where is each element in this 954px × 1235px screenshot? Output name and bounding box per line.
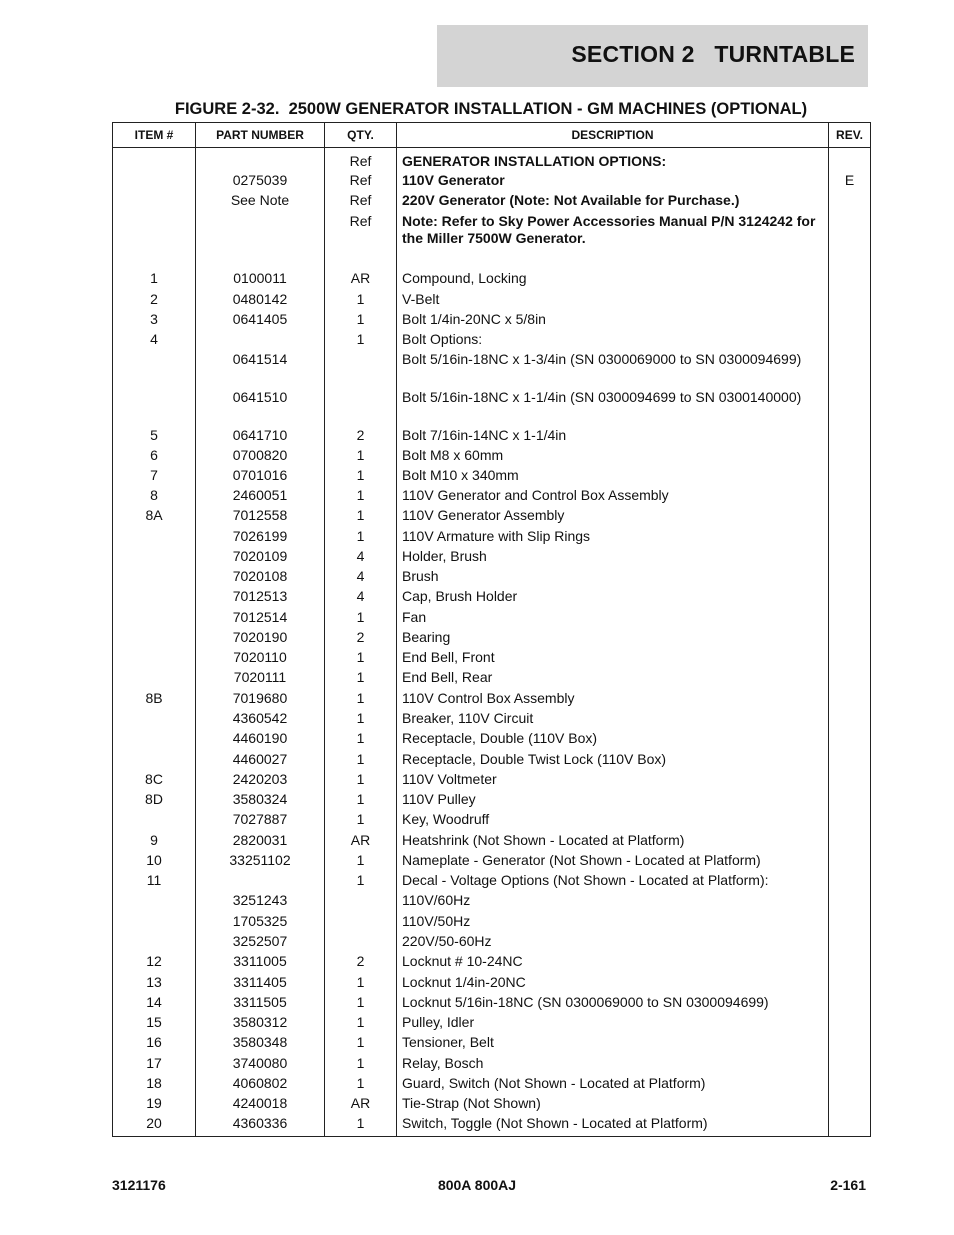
- rev-cell: [829, 972, 871, 992]
- rev-cell: [829, 749, 871, 769]
- description-cell: 110V Generator and Control Box Assembly: [397, 485, 829, 505]
- description-cell: Bolt 5/16in-18NC x 1-3/4in (SN 0300069000 to SN 0300094699): [397, 349, 829, 387]
- rev-cell: [829, 465, 871, 485]
- qty-cell: AR: [325, 1093, 397, 1113]
- part-number-cell: 4240018: [196, 1093, 325, 1113]
- item-number-cell: 8: [113, 485, 196, 505]
- description-cell: 110V Armature with Slip Rings: [397, 526, 829, 546]
- description-cell: 110V Pulley: [397, 789, 829, 809]
- qty-cell: 1: [325, 850, 397, 870]
- rev-cell: [829, 566, 871, 586]
- rev-cell: [829, 992, 871, 1012]
- description-cell: Switch, Toggle (Not Shown - Located at Platform): [397, 1113, 829, 1136]
- table-row: [113, 268, 871, 289]
- item-number-cell: 11: [113, 870, 196, 890]
- rev-cell: [829, 505, 871, 526]
- description-cell: Relay, Bosch: [397, 1053, 829, 1073]
- column-header-rev: REV.: [829, 123, 871, 148]
- qty-cell: 2: [325, 951, 397, 972]
- table-row: [113, 627, 871, 647]
- table-row: [113, 890, 871, 911]
- item-number-cell: 7: [113, 465, 196, 485]
- qty-cell: 1: [325, 526, 397, 546]
- table-row: [113, 445, 871, 465]
- part-number-cell: 7020190: [196, 627, 325, 647]
- rev-cell: [829, 627, 871, 647]
- rev-cell: [829, 268, 871, 289]
- qty-cell: 1: [325, 1073, 397, 1093]
- description-cell: Bolt 1/4in-20NC x 5/8in: [397, 309, 829, 329]
- item-number-cell: 17: [113, 1053, 196, 1073]
- description-cell: Fan: [397, 607, 829, 627]
- item-number-cell: 8D: [113, 789, 196, 809]
- part-number-cell: 7027887: [196, 809, 325, 830]
- table-row: [113, 972, 871, 992]
- description-cell: 110V/50Hz: [397, 911, 829, 931]
- table-header-row: [113, 123, 871, 148]
- table-row: [113, 688, 871, 708]
- qty-cell: 1: [325, 1053, 397, 1073]
- rev-cell: [829, 1093, 871, 1113]
- column-header-part-number: PART NUMBER: [196, 123, 325, 148]
- table-row: [113, 769, 871, 789]
- rev-cell: [829, 211, 871, 268]
- item-number-cell: 1: [113, 268, 196, 289]
- description-cell: Bearing: [397, 627, 829, 647]
- part-number-cell: 4460190: [196, 728, 325, 749]
- qty-cell: 1: [325, 1012, 397, 1032]
- part-number-cell: 7012513: [196, 586, 325, 607]
- rev-cell: [829, 870, 871, 890]
- rev-cell: [829, 708, 871, 728]
- table-row: [113, 526, 871, 546]
- part-number-cell: 7012558: [196, 505, 325, 526]
- parts-table: [112, 122, 871, 1137]
- table-row: [113, 485, 871, 505]
- item-number-cell: 6: [113, 445, 196, 465]
- item-number-cell: 20: [113, 1113, 196, 1136]
- rev-cell: [829, 809, 871, 830]
- qty-cell: 1: [325, 708, 397, 728]
- description-cell: Pulley, Idler: [397, 1012, 829, 1032]
- footer-page-number: 2-161: [830, 1177, 866, 1193]
- rev-cell: [829, 485, 871, 505]
- table-row: [113, 607, 871, 627]
- item-number-cell: [113, 546, 196, 566]
- description-cell: Bolt 5/16in-18NC x 1-1/4in (SN 0300094699 to SN 0300140000): [397, 387, 829, 425]
- item-number-cell: 15: [113, 1012, 196, 1032]
- item-number-cell: 3: [113, 309, 196, 329]
- description-cell: Heatshrink (Not Shown - Located at Platform): [397, 830, 829, 850]
- qty-cell: 1: [325, 465, 397, 485]
- qty-cell: AR: [325, 830, 397, 850]
- table-row: [113, 289, 871, 309]
- qty-cell: AR: [325, 268, 397, 289]
- item-number-cell: 14: [113, 992, 196, 1012]
- qty-cell: 1: [325, 749, 397, 769]
- rev-cell: [829, 890, 871, 911]
- item-number-cell: [113, 890, 196, 911]
- qty-cell: Ref: [325, 190, 397, 211]
- table-row: [113, 830, 871, 850]
- rev-cell: E: [829, 170, 871, 190]
- description-cell: 220V Generator (Note: Not Available for Purchase.): [397, 190, 829, 211]
- qty-cell: 4: [325, 586, 397, 607]
- section-banner: [437, 25, 868, 87]
- item-number-cell: 18: [113, 1073, 196, 1093]
- part-number-cell: 7020110: [196, 647, 325, 667]
- item-number-cell: [113, 170, 196, 190]
- part-number-cell: See Note: [196, 190, 325, 211]
- item-number-cell: [113, 148, 196, 171]
- footer-doc-number: 3121176: [112, 1177, 166, 1193]
- part-number-cell: 4360542: [196, 708, 325, 728]
- rev-cell: [829, 931, 871, 951]
- rev-cell: [829, 1012, 871, 1032]
- table-row: [113, 211, 871, 268]
- description-cell: 110V Generator Assembly: [397, 505, 829, 526]
- description-cell: Bolt Options:: [397, 329, 829, 349]
- rev-cell: [829, 190, 871, 211]
- table-row: [113, 505, 871, 526]
- rev-cell: [829, 1073, 871, 1093]
- qty-cell: 1: [325, 809, 397, 830]
- item-number-cell: [113, 607, 196, 627]
- item-number-cell: 13: [113, 972, 196, 992]
- part-number-cell: 3251243: [196, 890, 325, 911]
- description-cell: Bolt M10 x 340mm: [397, 465, 829, 485]
- qty-cell: 1: [325, 485, 397, 505]
- item-number-cell: [113, 708, 196, 728]
- description-cell: 110V Voltmeter: [397, 769, 829, 789]
- part-number-cell: 0701016: [196, 465, 325, 485]
- qty-cell: 1: [325, 289, 397, 309]
- qty-cell: 2: [325, 425, 397, 445]
- qty-cell: 1: [325, 1113, 397, 1136]
- item-number-cell: 8B: [113, 688, 196, 708]
- part-number-cell: [196, 870, 325, 890]
- footer-model: 800A 800AJ: [437, 1177, 517, 1193]
- qty-cell: [325, 349, 397, 387]
- column-header-item: ITEM #: [113, 123, 196, 148]
- part-number-cell: 4360336: [196, 1113, 325, 1136]
- qty-cell: 4: [325, 566, 397, 586]
- qty-cell: 1: [325, 647, 397, 667]
- description-cell: 110V/60Hz: [397, 890, 829, 911]
- part-number-cell: 0700820: [196, 445, 325, 465]
- item-number-cell: [113, 627, 196, 647]
- part-number-cell: 3311505: [196, 992, 325, 1012]
- item-number-cell: 8C: [113, 769, 196, 789]
- part-number-cell: 7019680: [196, 688, 325, 708]
- part-number-cell: 3252507: [196, 931, 325, 951]
- description-cell: Compound, Locking: [397, 268, 829, 289]
- table-row: [113, 465, 871, 485]
- part-number-cell: 7020108: [196, 566, 325, 586]
- part-number-cell: 7020109: [196, 546, 325, 566]
- qty-cell: [325, 387, 397, 425]
- part-number-cell: 0641710: [196, 425, 325, 445]
- table-row: [113, 1073, 871, 1093]
- rev-cell: [829, 349, 871, 387]
- rev-cell: [829, 688, 871, 708]
- table-row: [113, 148, 871, 171]
- item-number-cell: 16: [113, 1032, 196, 1053]
- table-row: [113, 667, 871, 688]
- item-number-cell: [113, 211, 196, 268]
- item-number-cell: 2: [113, 289, 196, 309]
- item-number-cell: 12: [113, 951, 196, 972]
- item-number-cell: [113, 586, 196, 607]
- qty-cell: [325, 931, 397, 951]
- rev-cell: [829, 789, 871, 809]
- table-row: [113, 708, 871, 728]
- table-row: [113, 1093, 871, 1113]
- part-number-cell: [196, 148, 325, 171]
- rev-cell: [829, 546, 871, 566]
- description-cell: Key, Woodruff: [397, 809, 829, 830]
- part-number-cell: 0275039: [196, 170, 325, 190]
- qty-cell: [325, 911, 397, 931]
- qty-cell: 1: [325, 505, 397, 526]
- column-header-description: DESCRIPTION: [397, 123, 829, 148]
- table-row: [113, 566, 871, 586]
- item-number-cell: 5: [113, 425, 196, 445]
- part-number-cell: 2820031: [196, 830, 325, 850]
- table-row: [113, 1032, 871, 1053]
- table-row: [113, 1113, 871, 1136]
- qty-cell: 1: [325, 769, 397, 789]
- rev-cell: [829, 586, 871, 607]
- table-row: [113, 789, 871, 809]
- description-cell: Brush: [397, 566, 829, 586]
- rev-cell: [829, 387, 871, 425]
- description-cell: Bolt M8 x 60mm: [397, 445, 829, 465]
- qty-cell: 1: [325, 329, 397, 349]
- rev-cell: [829, 850, 871, 870]
- item-number-cell: [113, 190, 196, 211]
- rev-cell: [829, 1113, 871, 1136]
- rev-cell: [829, 647, 871, 667]
- rev-cell: [829, 607, 871, 627]
- qty-cell: 1: [325, 688, 397, 708]
- item-number-cell: [113, 526, 196, 546]
- part-number-cell: 33251102: [196, 850, 325, 870]
- table-row: [113, 309, 871, 329]
- parts-table-body: [113, 148, 871, 1137]
- table-row: [113, 870, 871, 890]
- description-cell: Nameplate - Generator (Not Shown - Located at Platform): [397, 850, 829, 870]
- part-number-cell: 7026199: [196, 526, 325, 546]
- part-number-cell: 0641405: [196, 309, 325, 329]
- table-row: [113, 329, 871, 349]
- part-number-cell: [196, 329, 325, 349]
- part-number-cell: 2460051: [196, 485, 325, 505]
- qty-cell: 1: [325, 728, 397, 749]
- part-number-cell: 3580348: [196, 1032, 325, 1053]
- rev-cell: [829, 526, 871, 546]
- part-number-cell: 7012514: [196, 607, 325, 627]
- description-cell: 110V Generator: [397, 170, 829, 190]
- qty-cell: Ref: [325, 148, 397, 171]
- part-number-cell: 3580324: [196, 789, 325, 809]
- item-number-cell: [113, 566, 196, 586]
- description-cell: Tie-Strap (Not Shown): [397, 1093, 829, 1113]
- item-number-cell: 19: [113, 1093, 196, 1113]
- item-number-cell: [113, 728, 196, 749]
- rev-cell: [829, 289, 871, 309]
- item-number-cell: [113, 931, 196, 951]
- qty-cell: 1: [325, 309, 397, 329]
- item-number-cell: 9: [113, 830, 196, 850]
- rev-cell: [829, 309, 871, 329]
- item-number-cell: [113, 749, 196, 769]
- description-cell: 110V Control Box Assembly: [397, 688, 829, 708]
- item-number-cell: [113, 667, 196, 688]
- rev-cell: [829, 1053, 871, 1073]
- table-row: [113, 647, 871, 667]
- item-number-cell: 10: [113, 850, 196, 870]
- part-number-cell: 7020111: [196, 667, 325, 688]
- rev-cell: [829, 911, 871, 931]
- description-cell: Holder, Brush: [397, 546, 829, 566]
- table-row: [113, 170, 871, 190]
- rev-cell: [829, 1032, 871, 1053]
- table-row: [113, 749, 871, 769]
- part-number-cell: 0480142: [196, 289, 325, 309]
- part-number-cell: 3311405: [196, 972, 325, 992]
- qty-cell: 1: [325, 789, 397, 809]
- item-number-cell: [113, 647, 196, 667]
- qty-cell: 2: [325, 627, 397, 647]
- description-cell: Locknut 5/16in-18NC (SN 0300069000 to SN 0300094699): [397, 992, 829, 1012]
- qty-cell: 1: [325, 972, 397, 992]
- rev-cell: [829, 148, 871, 171]
- rev-cell: [829, 667, 871, 688]
- table-row: [113, 425, 871, 445]
- qty-cell: [325, 890, 397, 911]
- part-number-cell: 0641510: [196, 387, 325, 425]
- description-cell: Guard, Switch (Not Shown - Located at Platform): [397, 1073, 829, 1093]
- part-number-cell: 2420203: [196, 769, 325, 789]
- qty-cell: Ref: [325, 211, 397, 268]
- table-row: [113, 586, 871, 607]
- item-number-cell: 8A: [113, 505, 196, 526]
- part-number-cell: 0100011: [196, 268, 325, 289]
- item-number-cell: [113, 349, 196, 387]
- rev-cell: [829, 445, 871, 465]
- qty-cell: 1: [325, 445, 397, 465]
- item-number-cell: [113, 387, 196, 425]
- part-number-cell: [196, 211, 325, 268]
- part-number-cell: 3580312: [196, 1012, 325, 1032]
- description-cell: Tensioner, Belt: [397, 1032, 829, 1053]
- rev-cell: [829, 329, 871, 349]
- description-cell: V-Belt: [397, 289, 829, 309]
- table-row: [113, 1053, 871, 1073]
- description-cell: Locknut 1/4in-20NC: [397, 972, 829, 992]
- table-row: [113, 1012, 871, 1032]
- description-cell: Bolt 7/16in-14NC x 1-1/4in: [397, 425, 829, 445]
- table-row: [113, 546, 871, 566]
- part-number-cell: 3311005: [196, 951, 325, 972]
- part-number-cell: 3740080: [196, 1053, 325, 1073]
- rev-cell: [829, 769, 871, 789]
- part-number-cell: 0641514: [196, 349, 325, 387]
- table-row: [113, 387, 871, 425]
- description-cell: End Bell, Front: [397, 647, 829, 667]
- qty-cell: 4: [325, 546, 397, 566]
- description-cell: 220V/50-60Hz: [397, 931, 829, 951]
- qty-cell: 1: [325, 1032, 397, 1053]
- table-row: [113, 911, 871, 931]
- description-cell: Note: Refer to Sky Power Accessories Manual P/N 3124242 for the Miller 7500W Generator.: [397, 211, 829, 268]
- section-title: SECTION 2 TURNTABLE: [571, 41, 855, 67]
- description-cell: End Bell, Rear: [397, 667, 829, 688]
- qty-cell: Ref: [325, 170, 397, 190]
- table-row: [113, 850, 871, 870]
- figure-title: FIGURE 2-32. 2500W GENERATOR INSTALLATION - GM MACHINES (OPTIONAL): [174, 100, 808, 118]
- item-number-cell: [113, 809, 196, 830]
- description-cell: Receptacle, Double Twist Lock (110V Box): [397, 749, 829, 769]
- qty-cell: 1: [325, 607, 397, 627]
- table-row: [113, 349, 871, 387]
- rev-cell: [829, 830, 871, 850]
- column-header-qty: QTY.: [325, 123, 397, 148]
- rev-cell: [829, 425, 871, 445]
- part-number-cell: 4060802: [196, 1073, 325, 1093]
- description-cell: Decal - Voltage Options (Not Shown - Located at Platform):: [397, 870, 829, 890]
- table-row: [113, 992, 871, 1012]
- part-number-cell: 4460027: [196, 749, 325, 769]
- table-row: [113, 190, 871, 211]
- description-cell: Cap, Brush Holder: [397, 586, 829, 607]
- part-number-cell: 1705325: [196, 911, 325, 931]
- description-cell: Breaker, 110V Circuit: [397, 708, 829, 728]
- rev-cell: [829, 951, 871, 972]
- description-cell: Receptacle, Double (110V Box): [397, 728, 829, 749]
- table-row: [113, 931, 871, 951]
- table-row: [113, 951, 871, 972]
- qty-cell: 1: [325, 992, 397, 1012]
- table-row: [113, 809, 871, 830]
- table-row: [113, 728, 871, 749]
- qty-cell: 1: [325, 870, 397, 890]
- description-cell: Locknut # 10-24NC: [397, 951, 829, 972]
- description-cell: GENERATOR INSTALLATION OPTIONS:: [397, 148, 829, 171]
- rev-cell: [829, 728, 871, 749]
- item-number-cell: [113, 911, 196, 931]
- item-number-cell: 4: [113, 329, 196, 349]
- qty-cell: 1: [325, 667, 397, 688]
